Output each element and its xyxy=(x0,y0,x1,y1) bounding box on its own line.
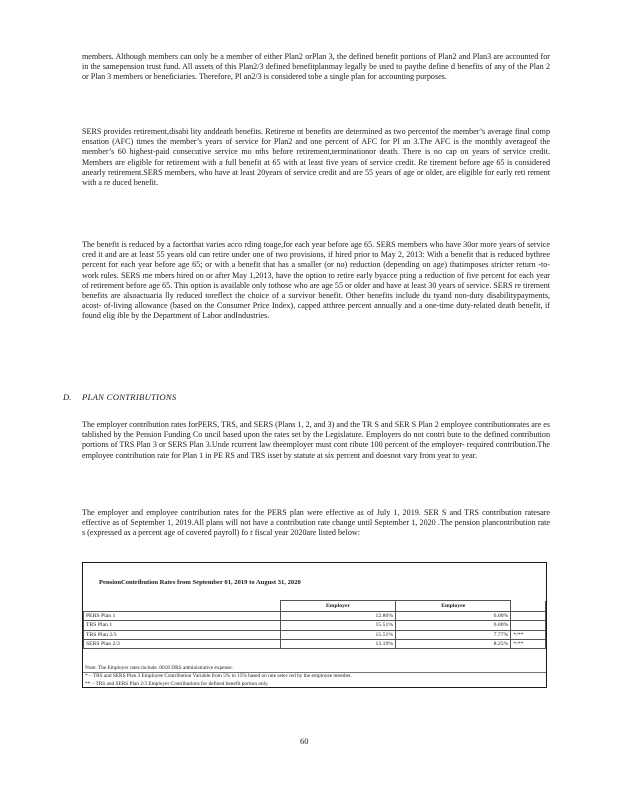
contribution-rates-table-box xyxy=(82,562,547,688)
paragraph-benefit-reduction: The benefit is reduced by a factorthat varies acco rding toage,for each year before age 65. SERS members who have 30or more years of service cred it and are at least 55 years old can retire under one of two provisions, if hired prior to May 2, 2013: With a benefit that is reduced bythree percent for each year before age 65; or with a benefit that has a smaller (or no) reduction (depending on age) thatimposes stricter return -to-work rules. SERS me mbers hired on or after May 1,2013, have the option to retire early byacce pting a reduction of five percent for each year of retirement before age 65. This option is available only tothose who are age 55 or older and have at least 30 years of service. SERS re tirement benefits are alsoactuaria lly reduced toreflect the choice of a survivor benefit. Other benefits include du tyand non-duty disabilitypayments, acost- of-living allowance (based on the Consumer Price Index), capped atthree percent annually and a one-time duty-related death benefit, if found elig ible by the Department of Labor andIndustries. xyxy=(82,240,550,321)
note-cell xyxy=(511,621,546,630)
page-number: 60 xyxy=(300,737,309,746)
employee-rate-cell: 6.00% xyxy=(396,621,511,630)
table-row xyxy=(84,630,546,639)
note-cell: */** xyxy=(511,639,546,648)
employee-rate-cell: 8.25% xyxy=(396,639,511,648)
employer-rate-cell: 15.51% xyxy=(280,630,395,639)
table-header-row xyxy=(84,601,546,612)
note-cell: */** xyxy=(511,630,546,639)
table-title: PensionContribution Rates from September 01, 2019 to August 31, 2020 xyxy=(99,579,301,586)
table-row xyxy=(84,621,546,630)
paragraph-sers-benefits: SERS provides retirement,disabi lity anddeath benefits. Retireme nt benefits are determined as two percentof the member’s average final comp ensation (AFC) times the member’s years of service for Plan2 and one percent of AFC for Pl an 3.The AFC is the monthly averageof the member’s 60 highest-paid consecutive service mo nths before retirement,terminationor death. There is no cap on years of service credit. Members are eligible for retirement with a full benefit at 65 with at least five years of service credit. Re tirement before age 65 is considered anearly retirement.SERS members, who have at least 20years of service credit and are 55 years of age or older, are eligible for early reti rement with a re duced benefit. xyxy=(82,127,550,188)
paragraph-plan-2-3-accounting: members. Although members can only be a member of either Plan2 orPlan 3, the defined benefit portions of Plan2 and Plan3 are accounted for in the samepension trust fund. All assets of this Plan2/3 defined benefitplanmay legally be used to paythe define d benefits of any of the Plan 2 or Plan 3 members or beneficiaries. Therefore, Pl an2/3 is considered tobe a single plan for accounting purposes. xyxy=(82,52,550,82)
table-row xyxy=(84,639,546,648)
plan-cell: PERS Plan 1 xyxy=(84,612,281,621)
plan-cell: TRS Plan 2/3 xyxy=(84,630,281,639)
header-employee: Employee xyxy=(396,601,511,612)
header-plan xyxy=(84,601,281,612)
employer-rate-cell: 15.51% xyxy=(280,621,395,630)
table-row xyxy=(84,612,546,621)
table-note: ** – TRS and SERS Plan 2/3 Employer Contributions for defined benefit portion only. xyxy=(85,680,269,687)
employee-rate-cell: 7.77% xyxy=(396,630,511,639)
table-note: Note: The Employer rates include .0018 DRS administrative expense. xyxy=(83,665,546,673)
paragraph-effective-dates: The employer and employee contribution rates for the PERS plan were effective as of July 1, 2019. SER S and TRS contribution ratesare effective as of September 1, 2019.All plans will not have a contribution rate change until September 1, 2020 .The pension plancontribution rate s (expressed as a percent age of covered payroll) fo r fiscal year 2020are listed below: xyxy=(82,508,550,538)
plan-cell: TRS Plan 1 xyxy=(84,621,281,630)
employee-rate-cell: 6.00% xyxy=(396,612,511,621)
table-notes xyxy=(83,665,546,688)
header-note xyxy=(511,601,546,612)
employer-rate-cell: 12.86% xyxy=(280,612,395,621)
table-note: * – TRS and SERS Plan 3 Employee Contribution Variable from 5% to 15% based on rate selec ted by the employee member. xyxy=(85,673,352,680)
contribution-rates-table xyxy=(83,600,546,649)
employer-rate-cell: 13.19% xyxy=(280,639,395,648)
section-letter: D. xyxy=(63,392,72,402)
header-employer: Employer xyxy=(280,601,395,612)
paragraph-contribution-rates: The employer contribution rates forPERS, TRS, and SERS (Plans 1, 2, and 3) and the TR S and SER S Plan 2 employee contributionrates are es tablished by the Pension Funding Co uncil based upon the rates set by the Legislature. Employers do not contri bute to the defined contribution portions of TRS Plan 3 or SERS Plan 3.Unde rcurrent law theemployer must cont ribute 100 percent of the employer- required contribution.The employee contribution rate for Plan 1 in PE RS and TRS isset by statute at six percent and doesnot vary from year to year. xyxy=(82,420,550,460)
note-cell xyxy=(511,612,546,621)
section-heading: PLAN CONTRIBUTIONS xyxy=(82,392,177,402)
plan-cell: SERS Plan 2/3 xyxy=(84,639,281,648)
